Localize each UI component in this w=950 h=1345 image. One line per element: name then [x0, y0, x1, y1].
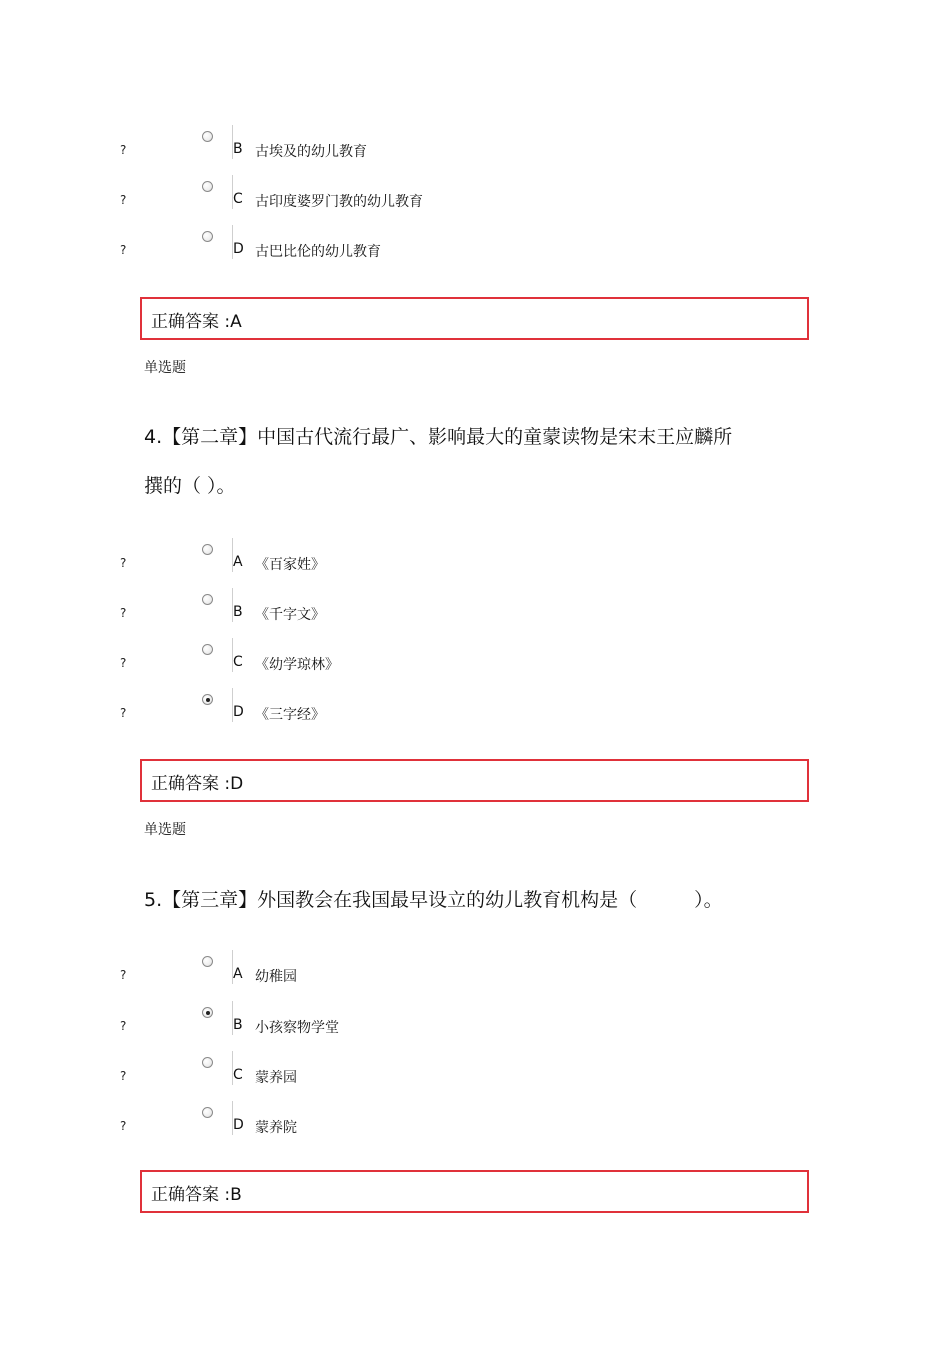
- question-title-line-1: 4.【第二章】中国古代流行最广、影响最大的童蒙读物是宋末王应麟所: [144, 426, 733, 448]
- radio-button-icon[interactable]: [202, 1107, 213, 1118]
- radio-button-icon[interactable]: [202, 131, 213, 142]
- radio-button-icon[interactable]: [202, 544, 213, 555]
- option-text: 《幼学琼林》: [255, 657, 339, 673]
- option-marker: ?: [120, 143, 127, 157]
- option-marker: ?: [120, 193, 127, 207]
- option-marker: ?: [120, 968, 127, 982]
- question-title-line-1: 5.【第三章】外国教会在我国最早设立的幼儿教育机构是（ ）。: [144, 889, 723, 911]
- correct-answer-box: [140, 759, 809, 802]
- option-radio-wrap[interactable]: [199, 175, 233, 209]
- option-marker: ?: [120, 556, 127, 570]
- option-letter: B: [233, 1017, 243, 1033]
- radio-button-selected-icon[interactable]: [202, 1007, 213, 1018]
- correct-answer-text: 正确答案 :B: [151, 1185, 242, 1205]
- option-letter: B: [233, 604, 243, 620]
- option-letter: D: [233, 241, 244, 257]
- option-radio-wrap[interactable]: [199, 950, 233, 984]
- radio-button-icon[interactable]: [202, 956, 213, 967]
- option-letter: A: [233, 966, 243, 982]
- option-radio-wrap[interactable]: [199, 588, 233, 622]
- question-type-label: 单选题: [144, 822, 186, 838]
- option-radio-wrap[interactable]: [199, 538, 233, 572]
- radio-button-icon[interactable]: [202, 594, 213, 605]
- option-text: 《千字文》: [255, 607, 325, 623]
- option-radio-wrap[interactable]: [199, 688, 233, 722]
- option-radio-wrap[interactable]: [199, 1001, 233, 1035]
- option-radio-wrap[interactable]: [199, 1051, 233, 1085]
- option-text: 古印度婆罗门教的幼儿教育: [255, 194, 423, 210]
- option-marker: ?: [120, 706, 127, 720]
- radio-button-selected-icon[interactable]: [202, 694, 213, 705]
- radio-button-icon[interactable]: [202, 231, 213, 242]
- radio-button-icon[interactable]: [202, 1057, 213, 1068]
- option-text: 蒙养院: [255, 1120, 297, 1136]
- option-marker: ?: [120, 1069, 127, 1083]
- radio-button-icon[interactable]: [202, 644, 213, 655]
- option-text: 小孩察物学堂: [255, 1020, 339, 1036]
- option-marker: ?: [120, 656, 127, 670]
- option-radio-wrap[interactable]: [199, 1101, 233, 1135]
- option-marker: ?: [120, 243, 127, 257]
- option-radio-wrap[interactable]: [199, 125, 233, 159]
- option-letter: C: [233, 1067, 243, 1083]
- question-title-line-2: 撰的（ ）。: [144, 475, 236, 497]
- option-text: 《三字经》: [255, 707, 325, 723]
- option-radio-wrap[interactable]: [199, 225, 233, 259]
- option-text: 古巴比伦的幼儿教育: [255, 244, 381, 260]
- option-text: 古埃及的幼儿教育: [255, 144, 367, 160]
- option-letter: A: [233, 554, 243, 570]
- option-marker: ?: [120, 1019, 127, 1033]
- option-letter: D: [233, 1117, 244, 1133]
- option-radio-wrap[interactable]: [199, 638, 233, 672]
- option-text: 蒙养园: [255, 1070, 297, 1086]
- correct-answer-box: [140, 297, 809, 340]
- option-letter: C: [233, 654, 243, 670]
- radio-button-icon[interactable]: [202, 181, 213, 192]
- question-type-label: 单选题: [144, 360, 186, 376]
- correct-answer-box: [140, 1170, 809, 1213]
- correct-answer-text: 正确答案 :A: [151, 312, 242, 332]
- correct-answer-text: 正确答案 :D: [151, 774, 244, 794]
- option-letter: D: [233, 704, 244, 720]
- option-letter: C: [233, 191, 243, 207]
- option-text: 幼稚园: [255, 969, 297, 985]
- option-letter: B: [233, 141, 243, 157]
- option-text: 《百家姓》: [255, 557, 325, 573]
- option-marker: ?: [120, 1119, 127, 1133]
- option-marker: ?: [120, 606, 127, 620]
